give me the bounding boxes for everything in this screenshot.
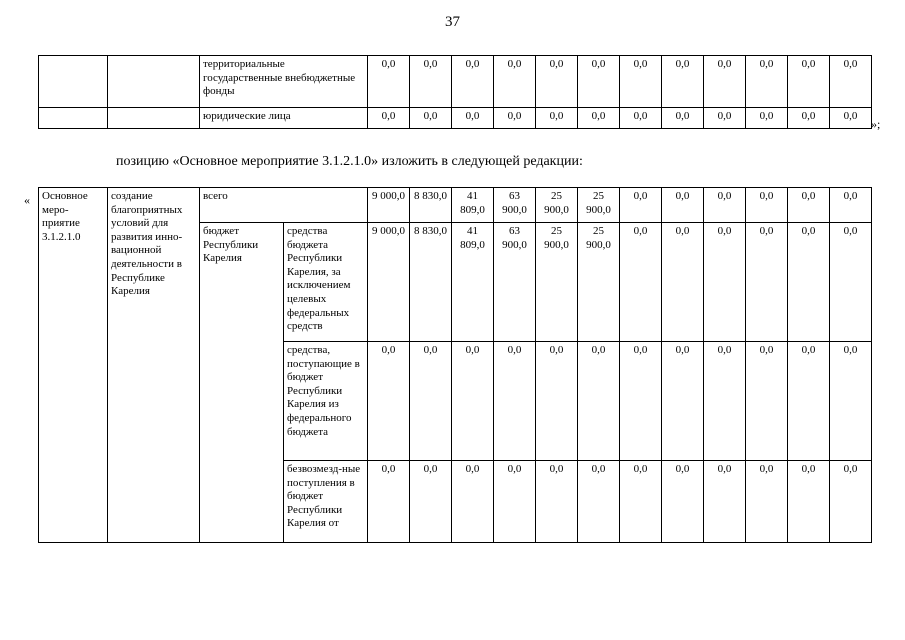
value-cell: 0,0 (746, 56, 788, 108)
table-row (39, 56, 872, 108)
value-cell: 0,0 (830, 108, 872, 129)
value-cell: 0,0 (494, 56, 536, 108)
source-label: средства, поступающие в бюджет Республики Карелия из федерального бюджета (284, 342, 368, 461)
value-cell: 0,0 (620, 188, 662, 223)
value-cell: 0,0 (536, 56, 578, 108)
value-cell: 8 830,0 (410, 223, 452, 342)
value-cell: 0,0 (788, 108, 830, 129)
value-cell: 0,0 (788, 342, 830, 461)
value-cell: 0,0 (494, 461, 536, 543)
value-cell: 0,0 (410, 342, 452, 461)
value-cell: 0,0 (788, 56, 830, 108)
total-label: всего (200, 188, 368, 223)
value-cell: 0,0 (662, 188, 704, 223)
opening-quote: « (24, 193, 30, 207)
value-cell: 0,0 (620, 56, 662, 108)
source-label: безвозмезд-ные поступления в бюджет Республики Карелия от (284, 461, 368, 543)
value-cell: 0,0 (494, 108, 536, 129)
value-cell: 8 830,0 (410, 188, 452, 223)
table-row (39, 108, 872, 129)
measure-table (38, 187, 872, 543)
value-cell: 0,0 (662, 223, 704, 342)
value-cell: 0,0 (830, 223, 872, 342)
value-cell: 0,0 (410, 461, 452, 543)
value-cell: 0,0 (662, 108, 704, 129)
value-cell: 0,0 (788, 188, 830, 223)
value-cell: 0,0 (452, 461, 494, 543)
value-cell: 41 809,0 (452, 188, 494, 223)
value-cell: 0,0 (578, 56, 620, 108)
value-cell: 63 900,0 (494, 188, 536, 223)
value-cell: 0,0 (704, 56, 746, 108)
empty-cell (39, 108, 108, 129)
value-cell: 0,0 (452, 108, 494, 129)
value-cell: 0,0 (368, 342, 410, 461)
value-cell: 0,0 (410, 108, 452, 129)
value-cell: 0,0 (578, 461, 620, 543)
value-cell: 0,0 (704, 108, 746, 129)
value-cell: 0,0 (746, 223, 788, 342)
measure-goal: создание благоприятных условий для развития инно-вационной деятельности в Республике Карелия (108, 188, 200, 543)
value-cell: 0,0 (662, 56, 704, 108)
closing-quote: »; (871, 117, 881, 131)
value-cell: 25 900,0 (578, 223, 620, 342)
value-cell: 0,0 (662, 461, 704, 543)
value-cell: 0,0 (704, 223, 746, 342)
table-row (39, 188, 872, 223)
value-cell: 0,0 (788, 223, 830, 342)
value-cell: 25 900,0 (536, 223, 578, 342)
value-cell: 0,0 (830, 342, 872, 461)
value-cell: 0,0 (704, 342, 746, 461)
empty-cell (39, 56, 108, 108)
value-cell: 0,0 (368, 461, 410, 543)
measure-name: Основное меро-приятие 3.1.2.1.0 (39, 188, 108, 543)
table-continued (38, 55, 872, 129)
value-cell: 0,0 (368, 56, 410, 108)
value-cell: 9 000,0 (368, 188, 410, 223)
value-cell: 0,0 (746, 108, 788, 129)
value-cell: 0,0 (704, 188, 746, 223)
value-cell: 0,0 (410, 56, 452, 108)
value-cell: 0,0 (536, 342, 578, 461)
value-cell: 0,0 (704, 461, 746, 543)
source-label: средства бюджета Республики Карелия, за исключением целевых федеральных средств (284, 223, 368, 342)
empty-cell (108, 56, 200, 108)
value-cell: 25 900,0 (536, 188, 578, 223)
value-cell: 0,0 (452, 342, 494, 461)
value-cell: 0,0 (746, 461, 788, 543)
value-cell: 63 900,0 (494, 223, 536, 342)
source-label: юридические лица (200, 108, 368, 129)
value-cell: 0,0 (494, 342, 536, 461)
value-cell: 0,0 (620, 461, 662, 543)
value-cell: 0,0 (536, 108, 578, 129)
value-cell: 0,0 (620, 342, 662, 461)
value-cell: 0,0 (788, 461, 830, 543)
value-cell: 0,0 (620, 108, 662, 129)
value-cell: 0,0 (830, 461, 872, 543)
value-cell: 9 000,0 (368, 223, 410, 342)
budget-label: бюджет Республики Карелия (200, 223, 284, 543)
value-cell: 0,0 (830, 56, 872, 108)
value-cell: 0,0 (368, 108, 410, 129)
value-cell: 0,0 (536, 461, 578, 543)
source-label: территориальные государственные внебюджетные фонды (200, 56, 368, 108)
value-cell: 0,0 (830, 188, 872, 223)
value-cell: 0,0 (746, 188, 788, 223)
page-number: 37 (445, 14, 460, 30)
empty-cell (108, 108, 200, 129)
value-cell: 0,0 (620, 223, 662, 342)
value-cell: 0,0 (578, 342, 620, 461)
instruction-paragraph: позицию «Основное мероприятие 3.1.2.1.0» изложить в следующей редакции: (116, 154, 583, 169)
value-cell: 0,0 (578, 108, 620, 129)
value-cell: 0,0 (662, 342, 704, 461)
value-cell: 0,0 (452, 56, 494, 108)
value-cell: 41 809,0 (452, 223, 494, 342)
value-cell: 0,0 (746, 342, 788, 461)
value-cell: 25 900,0 (578, 188, 620, 223)
